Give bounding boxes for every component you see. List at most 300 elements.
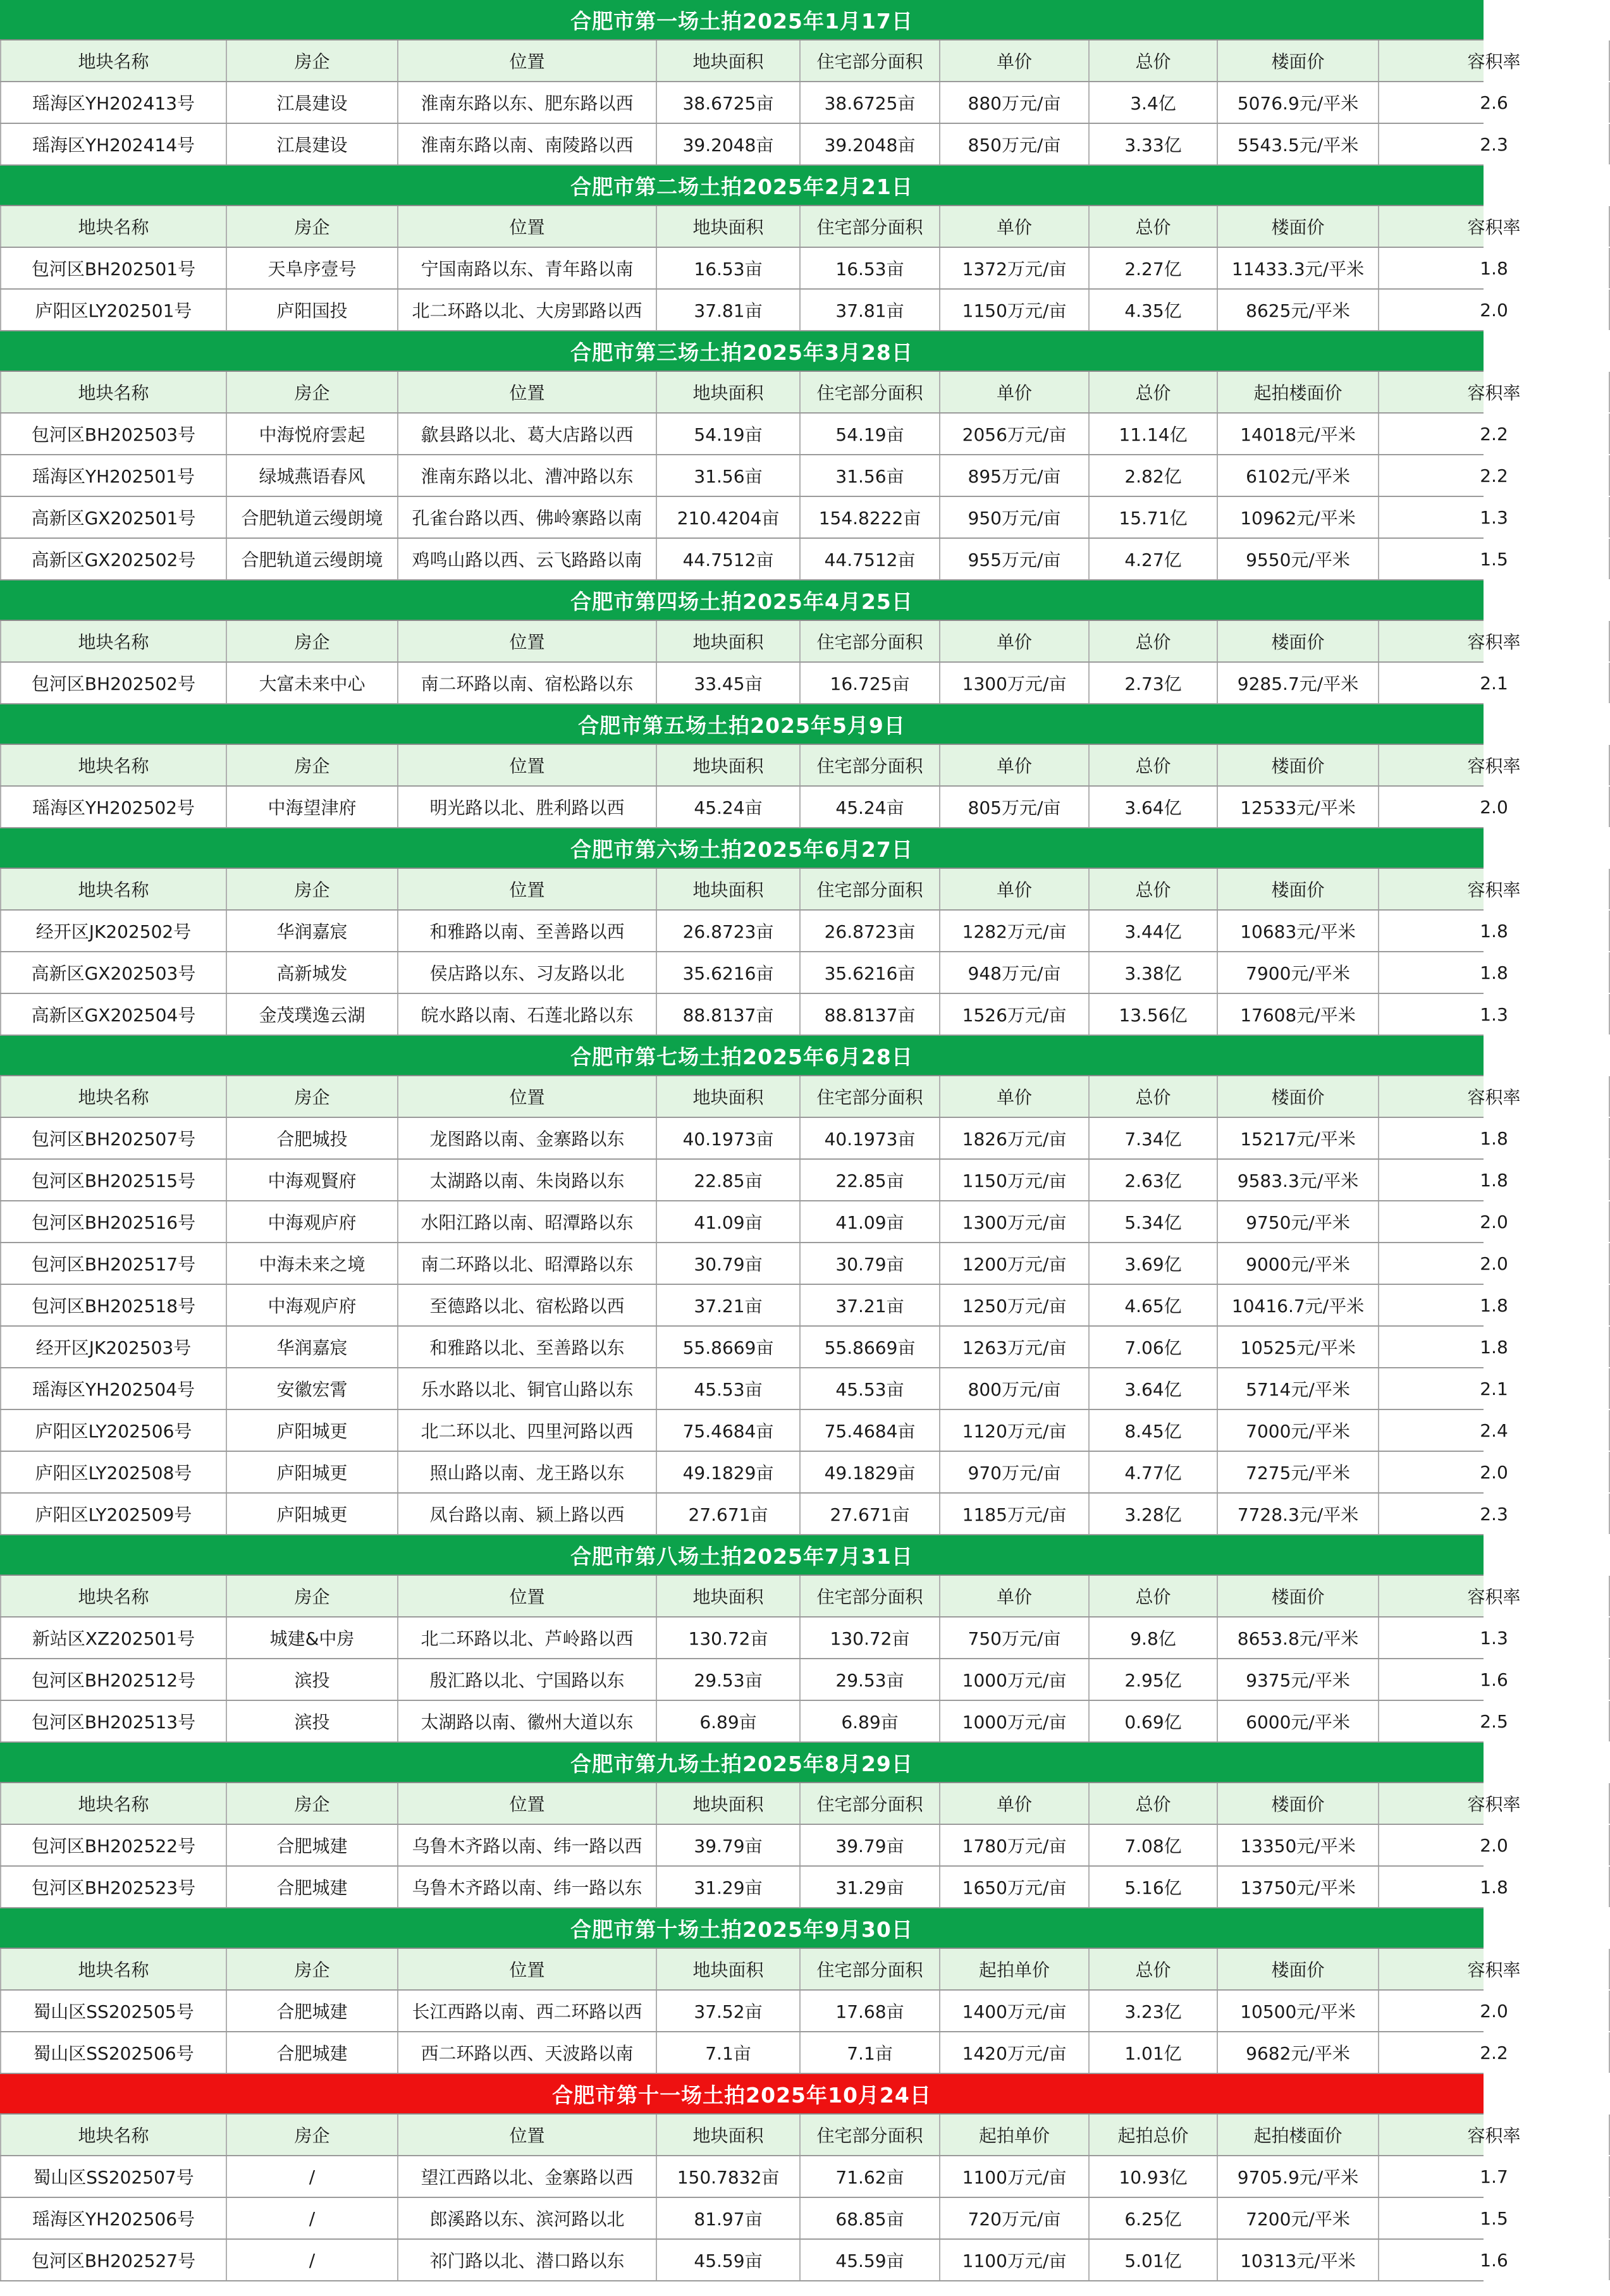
table-cell: 1300万元/亩: [940, 1201, 1090, 1242]
table-cell: 中海观庐府: [227, 1285, 398, 1325]
table-cell: 29.53亩: [657, 1659, 801, 1700]
table-cell: 5.16亿: [1090, 1867, 1218, 1907]
table-cell: 948万元/亩: [940, 952, 1090, 993]
table-cell: 6.89亩: [657, 1701, 801, 1741]
table-header-row: [0, 206, 1521, 248]
column-header: 地块面积: [657, 40, 801, 81]
table-row: [0, 539, 1508, 580]
table-cell: 2.2: [1379, 2032, 1610, 2073]
column-header: 位置: [398, 1783, 657, 1824]
column-header: 房企: [227, 206, 398, 247]
column-header: 总价: [1090, 621, 1218, 661]
table-cell: 北二环路以北、芦岭路以西: [398, 1618, 657, 1658]
column-header: 地块名称: [0, 206, 227, 247]
table-cell: 850万元/亩: [940, 124, 1090, 164]
column-header: 房企: [227, 2115, 398, 2155]
table-cell: 27.671亩: [657, 1494, 801, 1534]
table-cell: 1.8: [1379, 1867, 1610, 1907]
table-cell: 35.6216亩: [657, 952, 801, 993]
section-title: 合肥市第八场土拍2025年7月31日: [0, 1535, 1484, 1576]
table-cell: 27.671亩: [801, 1494, 940, 1534]
table-cell: 滨投: [227, 1659, 398, 1700]
table-cell: 1100万元/亩: [940, 2156, 1090, 2197]
column-header: 房企: [227, 40, 398, 81]
table-cell: 22.85亩: [657, 1160, 801, 1200]
table-cell: 1300万元/亩: [940, 663, 1090, 703]
table-cell: 包河区BH202502号: [0, 663, 227, 703]
table-row: [0, 952, 1508, 994]
table-cell: 庐阳区LY202509号: [0, 1494, 227, 1534]
table-cell: 154.8222亩: [801, 497, 940, 537]
auction-section: [0, 0, 1521, 166]
table-cell: 2.0: [1379, 1243, 1610, 1284]
table-cell: 0.69亿: [1090, 1701, 1218, 1741]
table-cell: 13.56亿: [1090, 994, 1218, 1034]
table-cell: 和雅路以南、至善路以西: [398, 911, 657, 951]
table-cell: 3.33亿: [1090, 124, 1218, 164]
table-cell: 22.85亩: [801, 1160, 940, 1200]
table-cell: 7.08亿: [1090, 1825, 1218, 1865]
table-cell: 滨投: [227, 1701, 398, 1741]
column-header: 地块面积: [657, 372, 801, 412]
column-header: 地块名称: [0, 1076, 227, 1117]
table-cell: 5.01亿: [1090, 2240, 1218, 2280]
table-cell: 7000元/平米: [1218, 1410, 1379, 1451]
auction-section: [0, 1535, 1521, 1743]
column-header: 地块面积: [657, 1783, 801, 1824]
column-header: 地块面积: [657, 206, 801, 247]
column-header: 总价: [1090, 1783, 1218, 1824]
table-cell: 江晨建设: [227, 124, 398, 164]
table-row: [0, 1701, 1508, 1743]
table-cell: 9705.9元/平米: [1218, 2156, 1379, 2197]
table-cell: 39.2048亩: [657, 124, 801, 164]
column-header: 起拍楼面价: [1218, 2115, 1379, 2155]
column-header: 房企: [227, 1949, 398, 1989]
column-header: 起拍总价: [1090, 2115, 1218, 2155]
table-cell: 3.44亿: [1090, 911, 1218, 951]
table-row: [0, 1618, 1508, 1659]
table-cell: 1.8: [1379, 248, 1610, 288]
table-cell: 720万元/亩: [940, 2198, 1090, 2238]
table-cell: 庐阳区LY202501号: [0, 290, 227, 330]
table-cell: 31.29亩: [801, 1867, 940, 1907]
column-header: 容积率: [1379, 1949, 1610, 1989]
table-cell: 庐阳区LY202506号: [0, 1410, 227, 1451]
table-cell: 10683元/平米: [1218, 911, 1379, 951]
table-cell: 1.8: [1379, 1118, 1610, 1158]
table-cell: 55.8669亩: [657, 1327, 801, 1367]
table-row: [0, 455, 1508, 497]
column-header: 房企: [227, 1576, 398, 1616]
table-cell: 瑶海区YH202501号: [0, 455, 227, 496]
table-cell: 包河区BH202512号: [0, 1659, 227, 1700]
table-cell: 孔雀台路以西、佛岭寨路以南: [398, 497, 657, 537]
table-cell: 1.5: [1379, 539, 1610, 579]
auction-section: [0, 1743, 1521, 1908]
table-cell: 江晨建设: [227, 82, 398, 123]
table-cell: 4.27亿: [1090, 539, 1218, 579]
column-header: 容积率: [1379, 1576, 1610, 1616]
table-cell: 5.34亿: [1090, 1201, 1218, 1242]
table-cell: 30.79亩: [657, 1243, 801, 1284]
column-header: 单价: [940, 206, 1090, 247]
table-cell: 7.34亿: [1090, 1118, 1218, 1158]
table-cell: 8653.8元/平米: [1218, 1618, 1379, 1658]
table-cell: 北二环以北、四里河路以西: [398, 1410, 657, 1451]
table-cell: 北二环路以北、大房郢路以西: [398, 290, 657, 330]
table-cell: 40.1973亩: [801, 1118, 940, 1158]
table-cell: 9682元/平米: [1218, 2032, 1379, 2073]
table-cell: 蜀山区SS202507号: [0, 2156, 227, 2197]
table-cell: 950万元/亩: [940, 497, 1090, 537]
table-cell: 54.19亩: [657, 414, 801, 454]
table-cell: 38.6725亩: [801, 82, 940, 123]
column-header: 总价: [1090, 1949, 1218, 1989]
table-cell: 郎溪路以东、滨河路以北: [398, 2198, 657, 2238]
table-cell: 包河区BH202516号: [0, 1201, 227, 1242]
table-cell: 26.8723亩: [801, 911, 940, 951]
column-header: 楼面价: [1218, 869, 1379, 909]
table-cell: 城建&中房: [227, 1618, 398, 1658]
table-cell: 南二环路以南、宿松路以东: [398, 663, 657, 703]
table-cell: 2.2: [1379, 455, 1610, 496]
column-header: 地块面积: [657, 745, 801, 785]
table-header-row: [0, 869, 1521, 911]
table-cell: 高新区GX202501号: [0, 497, 227, 537]
table-cell: 1250万元/亩: [940, 1285, 1090, 1325]
column-header: 地块名称: [0, 372, 227, 412]
column-header: 容积率: [1379, 745, 1610, 785]
table-cell: 39.79亩: [657, 1825, 801, 1865]
column-header: 地块面积: [657, 621, 801, 661]
table-cell: 7.1亩: [657, 2032, 801, 2073]
table-cell: 33.45亩: [657, 663, 801, 703]
table-cell: 1.6: [1379, 1659, 1610, 1700]
table-cell: 2.0: [1379, 1452, 1610, 1492]
table-cell: 71.62亩: [801, 2156, 940, 2197]
table-cell: 中海望津府: [227, 787, 398, 827]
table-cell: 805万元/亩: [940, 787, 1090, 827]
table-cell: 合肥轨道云缦朗境: [227, 497, 398, 537]
table-cell: 乌鲁木齐路以南、纬一路以西: [398, 1825, 657, 1865]
table-cell: 1.3: [1379, 1618, 1610, 1658]
table-header-row: [0, 621, 1521, 663]
table-cell: 44.7512亩: [801, 539, 940, 579]
table-cell: 75.4684亩: [657, 1410, 801, 1451]
table-cell: 华润嘉宸: [227, 911, 398, 951]
table-cell: 祁门路以北、潜口路以东: [398, 2240, 657, 2280]
section-title: 合肥市第四场土拍2025年4月25日: [0, 580, 1484, 621]
table-cell: 1120万元/亩: [940, 1410, 1090, 1451]
table-cell: 1.8: [1379, 952, 1610, 993]
table-cell: 2.3: [1379, 1494, 1610, 1534]
column-header: 单价: [940, 40, 1090, 81]
column-header: 住宅部分面积: [801, 621, 940, 661]
table-cell: 9550元/平米: [1218, 539, 1379, 579]
table-cell: 30.79亩: [801, 1243, 940, 1284]
table-cell: 淮南东路以南、南陵路以西: [398, 124, 657, 164]
table-row: [0, 1327, 1508, 1368]
auction-section: [0, 331, 1521, 580]
table-cell: 1.01亿: [1090, 2032, 1218, 2073]
table-cell: /: [227, 2156, 398, 2197]
section-title: 合肥市第七场土拍2025年6月28日: [0, 1036, 1484, 1076]
table-header-row: [0, 1576, 1521, 1618]
column-header: 楼面价: [1218, 1076, 1379, 1117]
table-cell: /: [227, 2198, 398, 2238]
table-cell: 45.24亩: [657, 787, 801, 827]
table-row: [0, 2240, 1508, 2281]
table-row: [0, 1243, 1508, 1285]
auction-section: [0, 1908, 1521, 2074]
table-cell: 2.5: [1379, 1701, 1610, 1741]
table-cell: 华润嘉宸: [227, 1327, 398, 1367]
table-cell: 1.5: [1379, 2198, 1610, 2238]
column-header: 楼面价: [1218, 1576, 1379, 1616]
table-header-row: [0, 40, 1521, 82]
table-header-row: [0, 372, 1521, 414]
table-cell: 750万元/亩: [940, 1618, 1090, 1658]
column-header: 住宅部分面积: [801, 40, 940, 81]
table-cell: 150.7832亩: [657, 2156, 801, 2197]
column-header: 地块名称: [0, 40, 227, 81]
table-cell: 2.0: [1379, 1991, 1610, 2031]
column-header: 住宅部分面积: [801, 372, 940, 412]
table-cell: 81.97亩: [657, 2198, 801, 2238]
section-title: 合肥市第一场土拍2025年1月17日: [0, 0, 1484, 40]
table-cell: 17608元/平米: [1218, 994, 1379, 1034]
column-header: 地块名称: [0, 2115, 227, 2155]
table-cell: 至德路以北、宿松路以西: [398, 1285, 657, 1325]
table-cell: 乌鲁木齐路以南、纬一路以东: [398, 1867, 657, 1907]
table-row: [0, 2156, 1508, 2198]
table-cell: 1150万元/亩: [940, 290, 1090, 330]
column-header: 总价: [1090, 745, 1218, 785]
table-cell: 7728.3元/平米: [1218, 1494, 1379, 1534]
table-cell: 宁国南路以东、青年路以南: [398, 248, 657, 288]
table-cell: 37.21亩: [657, 1285, 801, 1325]
table-row: [0, 82, 1508, 124]
table-cell: 瑶海区YH202502号: [0, 787, 227, 827]
table-cell: 包河区BH202522号: [0, 1825, 227, 1865]
column-header: 住宅部分面积: [801, 206, 940, 247]
table-cell: 9.8亿: [1090, 1618, 1218, 1658]
table-cell: 庐阳城更: [227, 1494, 398, 1534]
column-header: 容积率: [1379, 869, 1610, 909]
table-cell: 5714元/平米: [1218, 1368, 1379, 1409]
table-cell: 凤台路以南、颍上路以西: [398, 1494, 657, 1534]
table-cell: 970万元/亩: [940, 1452, 1090, 1492]
table-cell: 2.3: [1379, 124, 1610, 164]
table-cell: 44.7512亩: [657, 539, 801, 579]
section-title: 合肥市第九场土拍2025年8月29日: [0, 1743, 1484, 1783]
column-header: 地块面积: [657, 869, 801, 909]
column-header: 位置: [398, 2115, 657, 2155]
table-row: [0, 1160, 1508, 1201]
column-header: 住宅部分面积: [801, 2115, 940, 2155]
column-header: 容积率: [1379, 372, 1610, 412]
table-cell: 包河区BH202507号: [0, 1118, 227, 1158]
table-cell: 中海悦府雲起: [227, 414, 398, 454]
table-cell: 8625元/平米: [1218, 290, 1379, 330]
column-header: 位置: [398, 621, 657, 661]
table-cell: 31.29亩: [657, 1867, 801, 1907]
table-row: [0, 1867, 1508, 1908]
table-cell: 7.06亿: [1090, 1327, 1218, 1367]
table-cell: 12533元/平米: [1218, 787, 1379, 827]
column-header: 位置: [398, 1949, 657, 1989]
table-cell: 10962元/平米: [1218, 497, 1379, 537]
table-cell: 2.27亿: [1090, 248, 1218, 288]
table-cell: 包河区BH202513号: [0, 1701, 227, 1741]
table-cell: 照山路以南、龙王路以东: [398, 1452, 657, 1492]
table-cell: 3.64亿: [1090, 787, 1218, 827]
table-cell: 68.85亩: [801, 2198, 940, 2238]
table-row: [0, 1201, 1508, 1243]
table-cell: 1.8: [1379, 1327, 1610, 1367]
table-cell: 54.19亩: [801, 414, 940, 454]
column-header: 容积率: [1379, 2115, 1610, 2155]
column-header: 总价: [1090, 40, 1218, 81]
table-cell: 3.64亿: [1090, 1368, 1218, 1409]
table-cell: 包河区BH202523号: [0, 1867, 227, 1907]
table-cell: 3.23亿: [1090, 1991, 1218, 2031]
table-cell: 41.09亩: [657, 1201, 801, 1242]
section-title: 合肥市第五场土拍2025年5月9日: [0, 704, 1484, 745]
table-cell: 1.8: [1379, 911, 1610, 951]
table-header-row: [0, 745, 1521, 787]
table-cell: 895万元/亩: [940, 455, 1090, 496]
table-cell: 包河区BH202501号: [0, 248, 227, 288]
table-cell: 5543.5元/平米: [1218, 124, 1379, 164]
column-header: 地块名称: [0, 621, 227, 661]
table-header-row: [0, 1783, 1521, 1825]
column-header: 总价: [1090, 1076, 1218, 1117]
table-row: [0, 663, 1508, 704]
section-title: 合肥市第十一场土拍2025年10月24日: [0, 2074, 1484, 2115]
table-cell: 中海未来之境: [227, 1243, 398, 1284]
table-row: [0, 497, 1508, 539]
table-cell: 955万元/亩: [940, 539, 1090, 579]
table-cell: 瑶海区YH202413号: [0, 82, 227, 123]
column-header: 楼面价: [1218, 1783, 1379, 1824]
table-row: [0, 1659, 1508, 1701]
table-row: [0, 787, 1508, 828]
column-header: 单价: [940, 745, 1090, 785]
column-header: 住宅部分面积: [801, 1949, 940, 1989]
auction-section: [0, 2074, 1521, 2281]
table-cell: 9583.3元/平米: [1218, 1160, 1379, 1200]
table-cell: 天阜序壹号: [227, 248, 398, 288]
table-cell: 2.6: [1379, 82, 1610, 123]
table-row: [0, 2032, 1508, 2074]
table-cell: 37.81亩: [657, 290, 801, 330]
table-cell: 4.77亿: [1090, 1452, 1218, 1492]
table-cell: 39.79亩: [801, 1825, 940, 1865]
table-cell: 瑶海区YH202504号: [0, 1368, 227, 1409]
table-cell: 2.0: [1379, 787, 1610, 827]
column-header: 楼面价: [1218, 40, 1379, 81]
table-cell: 庐阳国投: [227, 290, 398, 330]
column-header: 住宅部分面积: [801, 869, 940, 909]
column-header: 住宅部分面积: [801, 1076, 940, 1117]
column-header: 楼面价: [1218, 745, 1379, 785]
column-header: 单价: [940, 621, 1090, 661]
table-cell: 2.1: [1379, 1368, 1610, 1409]
table-header-row: [0, 1076, 1521, 1118]
column-header: 起拍单价: [940, 1949, 1090, 1989]
column-header: 房企: [227, 372, 398, 412]
table-cell: 2.4: [1379, 1410, 1610, 1451]
table-cell: 经开区JK202502号: [0, 911, 227, 951]
table-cell: 1420万元/亩: [940, 2032, 1090, 2073]
column-header: 容积率: [1379, 621, 1610, 661]
table-cell: 1.6: [1379, 2240, 1610, 2280]
table-cell: 6.25亿: [1090, 2198, 1218, 2238]
table-cell: 1150万元/亩: [940, 1160, 1090, 1200]
column-header: 单价: [940, 1076, 1090, 1117]
table-cell: 1100万元/亩: [940, 2240, 1090, 2280]
table-row: [0, 994, 1508, 1036]
table-cell: 16.53亩: [801, 248, 940, 288]
table-cell: 1200万元/亩: [940, 1243, 1090, 1284]
table-cell: 45.24亩: [801, 787, 940, 827]
column-header: 总价: [1090, 1576, 1218, 1616]
table-cell: 包河区BH202515号: [0, 1160, 227, 1200]
column-header: 地块面积: [657, 1949, 801, 1989]
table-cell: 1780万元/亩: [940, 1825, 1090, 1865]
column-header: 起拍单价: [940, 2115, 1090, 2155]
table-cell: 6000元/平米: [1218, 1701, 1379, 1741]
table-cell: 40.1973亩: [657, 1118, 801, 1158]
column-header: 地块面积: [657, 1076, 801, 1117]
table-cell: 鸡鸣山路以西、云飞路路以南: [398, 539, 657, 579]
table-cell: 1282万元/亩: [940, 911, 1090, 951]
column-header: 房企: [227, 745, 398, 785]
table-cell: 16.725亩: [801, 663, 940, 703]
table-cell: 10500元/平米: [1218, 1991, 1379, 2031]
column-header: 地块名称: [0, 869, 227, 909]
section-title: 合肥市第十场土拍2025年9月30日: [0, 1908, 1484, 1949]
table-cell: 3.69亿: [1090, 1243, 1218, 1284]
table-cell: 蜀山区SS202506号: [0, 2032, 227, 2073]
table-cell: 合肥轨道云缦朗境: [227, 539, 398, 579]
table-cell: 17.68亩: [801, 1991, 940, 2031]
table-cell: 26.8723亩: [657, 911, 801, 951]
table-cell: 45.59亩: [801, 2240, 940, 2280]
column-header: 总价: [1090, 206, 1218, 247]
table-cell: 130.72亩: [801, 1618, 940, 1658]
table-row: [0, 124, 1508, 166]
table-cell: 2.0: [1379, 1201, 1610, 1242]
table-cell: 5076.9元/平米: [1218, 82, 1379, 123]
table-cell: 包河区BH202517号: [0, 1243, 227, 1284]
table-cell: 望江西路以北、金寨路以西: [398, 2156, 657, 2197]
column-header: 位置: [398, 1576, 657, 1616]
table-cell: 13350元/平米: [1218, 1825, 1379, 1865]
table-cell: 庐阳城更: [227, 1410, 398, 1451]
table-cell: 庐阳区LY202508号: [0, 1452, 227, 1492]
table-cell: 11.14亿: [1090, 414, 1218, 454]
table-cell: 合肥城建: [227, 1867, 398, 1907]
section-title: 合肥市第二场土拍2025年2月21日: [0, 166, 1484, 206]
table-cell: 29.53亩: [801, 1659, 940, 1700]
column-header: 地块面积: [657, 2115, 801, 2155]
table-cell: 9285.7元/平米: [1218, 663, 1379, 703]
table-cell: 经开区JK202503号: [0, 1327, 227, 1367]
table-cell: 合肥城投: [227, 1118, 398, 1158]
